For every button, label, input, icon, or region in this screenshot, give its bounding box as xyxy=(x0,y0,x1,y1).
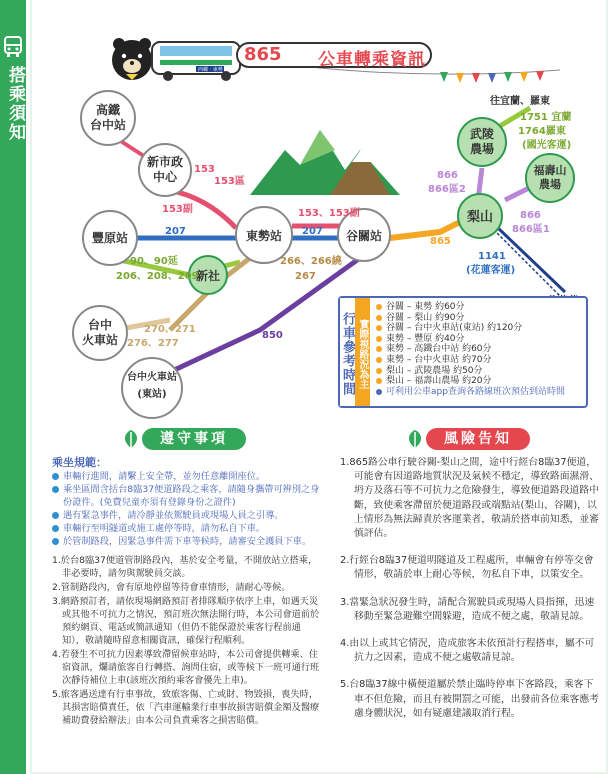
route-label-865: 865 xyxy=(430,236,451,247)
travel-time-item: 谷關 – 梨山 約90分 xyxy=(376,313,565,324)
svg-text:豐原站: 豐原站 xyxy=(91,231,129,245)
station-taichung-train xyxy=(73,306,127,360)
svg-text:谷關站: 谷關站 xyxy=(345,229,383,243)
side-tab-label: 搭乘須知 xyxy=(5,66,25,142)
page-title: 公車轉乘資訊 xyxy=(318,50,426,70)
travel-time-list xyxy=(370,298,569,406)
route-label-153-pair: 153、153副 xyxy=(298,208,360,219)
svg-text:武陵: 武陵 xyxy=(469,127,495,141)
route-label-153: 153 xyxy=(194,164,215,175)
route-label-266: 266、266繞 xyxy=(280,256,342,267)
station-fushoushan xyxy=(526,154,574,202)
route-label-267: 267 xyxy=(295,271,316,282)
station-wuling xyxy=(458,118,506,166)
route-label-1764-note: (國光客運) xyxy=(522,140,572,151)
leaf-icon xyxy=(120,428,142,450)
route-label-206: 206、208、209 xyxy=(116,271,199,282)
rule-bullet: 遇有緊急事件，請冷靜並依駕駛員或現場人員之引導。 xyxy=(52,509,322,522)
risks-title: 風險告知 xyxy=(426,428,530,450)
rule-bullet: 於管制路段，因緊急事件需下車等候時，請審安全護員下車。 xyxy=(52,535,322,548)
risk-item: 2.行經台8臨37便道明隧道及工程處所，車輛會有停等交會情形，敬請於車上耐心等候，勿私自下車，以策安全。 xyxy=(340,555,594,581)
rules-numbered-list xyxy=(52,554,322,727)
svg-text:福壽山: 福壽山 xyxy=(533,164,567,177)
route-label-866-right2: 866區1 xyxy=(512,224,550,235)
route-label-153-deputy: 153副 xyxy=(162,204,193,215)
risk-item: 1.865路公車行駛谷關-梨山之間，途中行經台8臨37便道，可能會有因道路地質狀況及氣候不穩定，導致路面濕滑、坍方及落石等不可抗力之危險發生，導致便道路段道路中斷，致使乘客滯留於便道路段或端點站(梨山、谷關)，以上情形為無法歸責於客運業者，敬請於搭車前知悉，並審慎評估。 xyxy=(340,457,599,540)
travel-time-item: 梨山 – 福壽山農場 約20分 xyxy=(376,376,565,387)
travel-time-item: 東勢 – 高鐵台中站 約60分 xyxy=(376,344,565,355)
route-label-207-right: 207 xyxy=(302,226,323,237)
route-number: 865 xyxy=(244,44,282,65)
rule-item: 4.若發生不可抗力因素導致滯留候車站時，本公司會提供轉乘、住宿資訊，爛請旅客自行轉搭、詢問住宿，或等候下一班可通行班次靜待補位上車(該班次預約乘客會優先上車)。 xyxy=(52,649,320,686)
route-label-866-right: 866 xyxy=(520,210,541,221)
svg-text:梨山: 梨山 xyxy=(466,210,494,225)
svg-text:中心: 中心 xyxy=(152,170,178,184)
rules-section xyxy=(52,456,322,728)
mountains-icon xyxy=(250,130,400,195)
to-yilan-label: 往宜蘭、羅東 xyxy=(490,96,550,107)
svg-text:火車站: 火車站 xyxy=(81,333,119,347)
travel-time-box xyxy=(338,296,588,408)
travel-time-item: 谷關 – 東勢 約60分 xyxy=(376,302,565,313)
station-taichung-hsr xyxy=(81,91,135,145)
svg-text:新社: 新社 xyxy=(195,269,221,283)
travel-time-title: 行車參考時間 xyxy=(340,311,355,396)
travel-time-item: 東勢 – 台中火車站 約70分 xyxy=(376,355,565,366)
route-label-90: 90、90延 xyxy=(130,256,178,267)
rules-heading: 乘坐規範： xyxy=(52,456,107,469)
station-lishan xyxy=(458,194,502,238)
svg-text:台中火車站: 台中火車站 xyxy=(127,372,177,383)
route-label-207-left: 207 xyxy=(165,226,186,237)
svg-text:高鐵: 高鐵 xyxy=(95,103,121,117)
route-label-1141: 1141 xyxy=(478,251,506,262)
rules-bullet-list xyxy=(52,470,322,548)
risk-item: 4.由以上或其它情況，造成旅客未依預計行程搭車，屬不可抗力之因素，造成不便之處敬請見諒。 xyxy=(340,638,595,664)
route-label-1751: 1751 宜蘭 xyxy=(520,112,572,123)
svg-text:台中站: 台中站 xyxy=(89,118,127,132)
rule-bullet: 車輛行進間，請繫上安全帶，並勿任意離開座位。 xyxy=(52,470,322,483)
route-label-153-zone: 153區 xyxy=(214,176,245,187)
station-xinshizheng xyxy=(139,144,191,196)
svg-text:西螺 ‧ 東勢: 西螺 ‧ 東勢 xyxy=(198,67,223,73)
travel-time-item: 谷關 – 台中火車站(東站) 約120分 xyxy=(376,323,565,334)
travel-time-subtitle: 實際視路況為主 xyxy=(355,298,370,406)
route-label-1764: 1764羅東 xyxy=(518,126,566,137)
rule-bullet: 乘坐區間含括台8臨37便道路段之乘客，請隨身攜帶可辨別之身份證件。(免費兒童亦須有登錄身份之證件) xyxy=(52,483,322,509)
svg-text:東勢站: 東勢站 xyxy=(245,229,283,243)
svg-text:農場: 農場 xyxy=(539,178,561,191)
rule-bullet: 車輛行至明隧道或施工處停等時，請勿私自下車。 xyxy=(52,522,322,535)
svg-text:台中: 台中 xyxy=(87,318,113,332)
risk-item: 3.當緊急狀況發生時，請配合駕駛員或現場人員指揮，迅速移動至緊急避難空間躲避，造成不便之處，敬請見諒。 xyxy=(340,596,595,622)
risks-header xyxy=(404,426,530,452)
station-taichung-train-east xyxy=(122,358,182,418)
rule-item: 2.管制路段內，會有原地停留等待會車情形，請耐心等候。 xyxy=(52,582,291,593)
route-label-276: 276、277 xyxy=(127,338,179,349)
leaf-icon xyxy=(404,428,426,450)
svg-text:(東站): (東站) xyxy=(137,389,167,400)
travel-time-note: 可利用公車app查詢各路線班次預估到站時間 xyxy=(376,387,565,398)
svg-text:新市政: 新市政 xyxy=(146,155,184,169)
station-dongshi xyxy=(236,207,292,263)
station-fengyuan xyxy=(83,211,137,265)
travel-time-item: 梨山 – 武陵農場 約50分 xyxy=(376,366,565,377)
rules-title: 遵守事項 xyxy=(142,428,246,450)
route-label-270: 270、271 xyxy=(144,324,196,335)
route-label-866-left: 866 xyxy=(437,170,458,181)
rule-item: 5.旅客遇送達有行車事故，致旅客傷、亡或財、物毀損，喪失時，其損害賠償責任，依「汽車運輸業行車事故損害賠償金額及醫療補助費發給辦法」由本公司負責乘客之損害賠償。 xyxy=(52,689,320,726)
travel-time-item: 東勢 – 豐原 約40分 xyxy=(376,334,565,345)
route-label-866-left2: 866區2 xyxy=(428,184,466,195)
risks-section xyxy=(340,456,602,734)
svg-text:農場: 農場 xyxy=(469,142,495,156)
risk-item: 5.台8臨37線中橫便道屬於禁止臨時停車下客路段，乘客下車不但危險，而且有被開罰之可能，出發前各位乘客應考慮身體狀況，如有疑慮建議取消行程。 xyxy=(340,679,599,719)
rule-item: 3.網路預訂者，請依現場網路預訂者排隊順序依序上車，如遇天災或其他不可抗力之情況，預訂班次無法開行時，本公司會道前於預約網頁、電話或簡訊通知（但仍不能保證於乘客行程前通知），敬請隨時留意相關資訊，確保行程順利。 xyxy=(52,596,320,646)
route-label-1141-note: (花蓮客運) xyxy=(466,265,516,276)
rules-header xyxy=(120,426,246,452)
rule-item: 1.於台8臨37便道管制路段內，基於安全考量，不開放站立搭乘，非必要時，請勿與駕駛員交談。 xyxy=(52,555,318,579)
route-label-850: 850 xyxy=(262,330,283,341)
